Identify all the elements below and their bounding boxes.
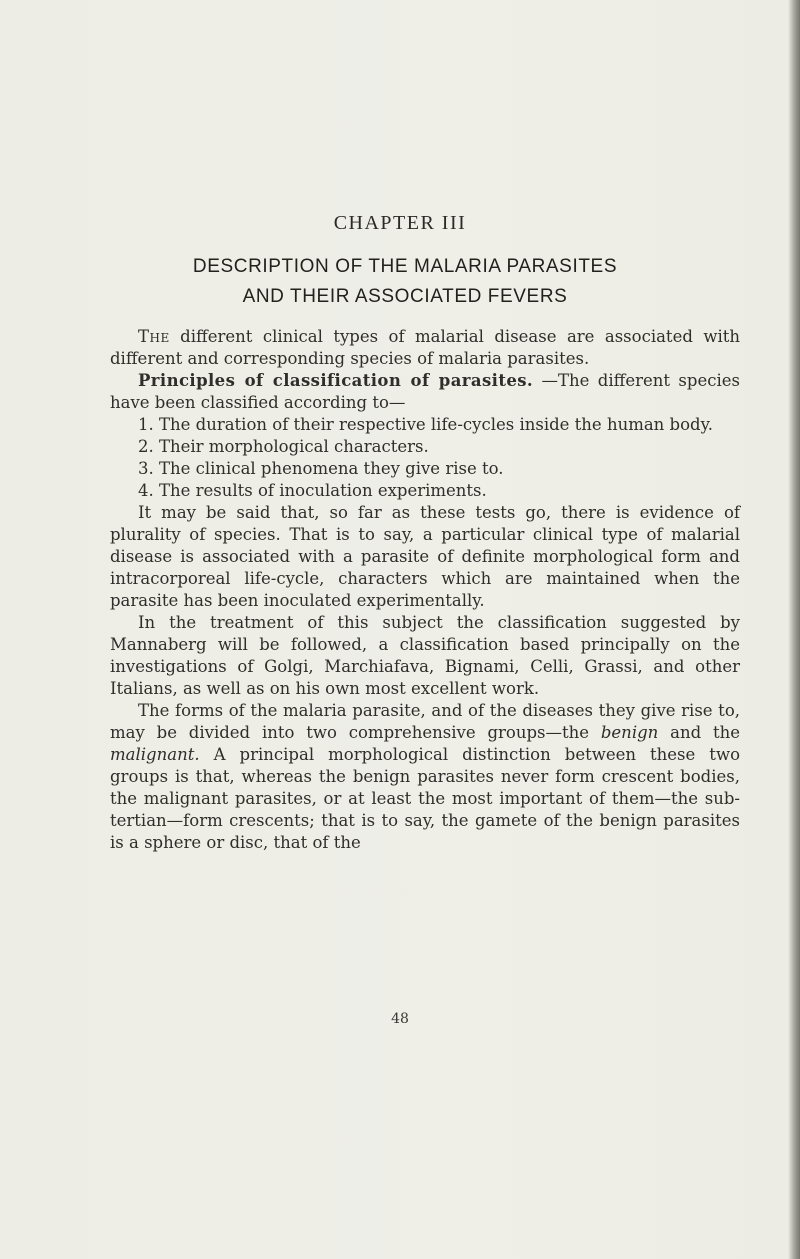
paragraph-lead-word: The — [138, 327, 170, 346]
paragraph-plurality: It may be said that, so far as these tests go, there is evidence of plurality of species. That is to say, a particular clinical type of malarial disease is associated with a parasite of definite morphological form and intracorporeal life-cycle, characters which are maintained when the parasite has been inoculated experimentally. — [110, 503, 740, 610]
chapter-title-line-2: AND THEIR ASSOCIATED FEVERS — [242, 286, 568, 307]
paragraph-classification-text: —The different species have been classified according to— — [110, 371, 740, 412]
criteria-item: 3. The clinical phenomena they give rise to. — [138, 459, 504, 478]
paragraph-groups — [110, 700, 740, 854]
paragraph-groups-text-2: and the — [658, 723, 740, 742]
paragraph-classification — [110, 370, 740, 414]
chapter-label: CHAPTER III — [333, 212, 467, 234]
page-number: 48 — [391, 1011, 409, 1027]
paragraph-mannaberg: In the treatment of this subject the classification suggested by Mannaberg will be followed, a classification based principally on the investigations of Golgi, Marchiafava, Bignami, Celli, Grassi, and other Italians, as well as on his own most excellent work. — [110, 613, 740, 698]
paragraph-groups-text-1: The forms of the malaria parasite, and of the diseases they give rise to, may be divided into two comprehensive groups—the — [110, 701, 740, 742]
criteria-item: 4. The results of inoculation experiments. — [138, 481, 487, 500]
criteria-item: 2. Their morphological characters. — [138, 437, 429, 456]
chapter-title — [60, 252, 750, 312]
page-edge — [788, 0, 800, 1259]
body-text — [110, 326, 740, 854]
chapter-title-line-1: DESCRIPTION OF THE MALARIA PARASITES — [192, 256, 618, 277]
section-heading: Principles of classification of parasites. — [138, 371, 534, 390]
criteria-list — [110, 414, 740, 502]
paragraph-groups-text-3: A principal morphological distinction between these two groups is that, whereas the benign parasites never form crescent bodies, the malignant parasites, or at least the most important of them—the sub-tertian—form crescents; that is to say, the gamete of the benign parasites is a sphere or disc, that of the — [110, 745, 740, 852]
paragraph-intro — [110, 326, 740, 370]
criteria-item: 1. The duration of their respective life-cycles inside the human body. — [138, 415, 713, 434]
paragraph-intro-text: different clinical types of malarial disease are associated with different and corresponding species of malaria parasites. — [110, 327, 740, 368]
term-benign: benign — [600, 723, 659, 742]
term-malignant: malignant. — [110, 745, 200, 764]
